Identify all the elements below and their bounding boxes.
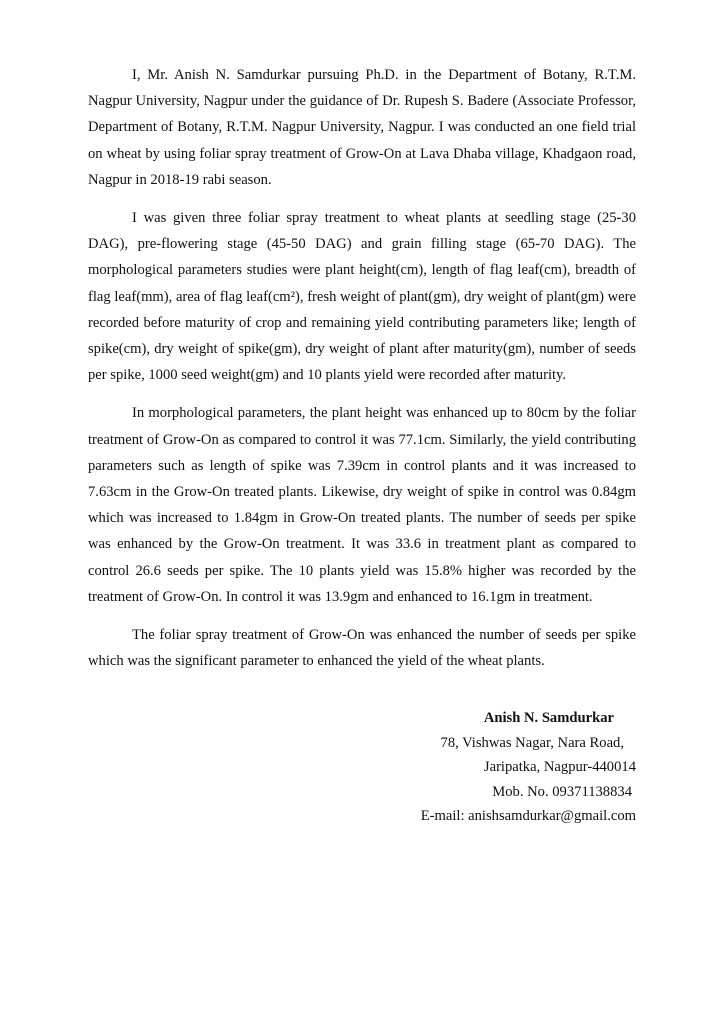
paragraph-introduction: I, Mr. Anish N. Samdurkar pursuing Ph.D. in the Department of Botany, R.T.M. Nagpur University, Nagpur under the guidance of Dr. Rupesh S. Badere (Associate Professor, Department of Botany, R.T.M. Nagpur University, Nagpur. I was conducted an one field trial on wheat by using foliar spray treatment of Grow-On at Lava Dhaba village, Khadgaon road, Nagpur in 2018-19 rabi season. [88,67,636,188]
signature-block [376,706,636,829]
signature-email: E-mail: anishsamdurkar@gmail.com [420,808,636,824]
signature-address-line2: Jaripatka, Nagpur-440014 [483,759,636,775]
paragraph-results: In morphological parameters, the plant height was enhanced up to 80cm by the foliar treatment of Grow-On as compared to control it was 77.1cm. Similarly, the yield contributing parameters such as length of spike was 7.39cm in control plants and it was increased to 7.63cm in the Grow-On treated plants. Likewise, dry weight of spike in control was 0.84gm which was increased to 1.84gm in Grow-On treated plants. The number of seeds per spike was enhanced by the Grow-On treatment. It was 33.6 in treatment plant as compared to control 26.6 seeds per spike. The 10 plants yield was 15.8% higher was recorded by the treatment of Grow-On. In control it was 13.9gm and enhanced to 16.1gm in treatment. [88,405,636,605]
signature-address-line1: 78, Vishwas Nagar, Nara Road, [440,734,624,751]
paragraph-treatment-methods: I was given three foliar spray treatment to wheat plants at seedling stage (25-30 DAG), pre-flowering stage (45-50 DAG) and grain filling stage (65-70 DAG). The morphological parameters studies were plant height(cm), length of flag leaf(cm), breadth of flag leaf(mm), area of flag leaf(cm²), fresh weight of plant(gm), dry weight of plant(gm) were recorded before maturity of crop and remaining yield contributing parameters like; length of spike(cm), dry weight of spike(gm), dry weight of plant after maturity(gm), number of seeds per spike, 1000 seed weight(gm) and 10 plants yield were recorded after maturity. [88,210,636,384]
letter-body [88,62,636,686]
paragraph-conclusion: The foliar spray treatment of Grow-On was enhanced the number of seeds per spike which was the significant parameter to enhanced the yield of the wheat plants. [88,627,636,670]
signature-mobile: Mob. No. 09371138834 [492,783,632,800]
signature-name: Anish N. Samdurkar [483,710,614,726]
